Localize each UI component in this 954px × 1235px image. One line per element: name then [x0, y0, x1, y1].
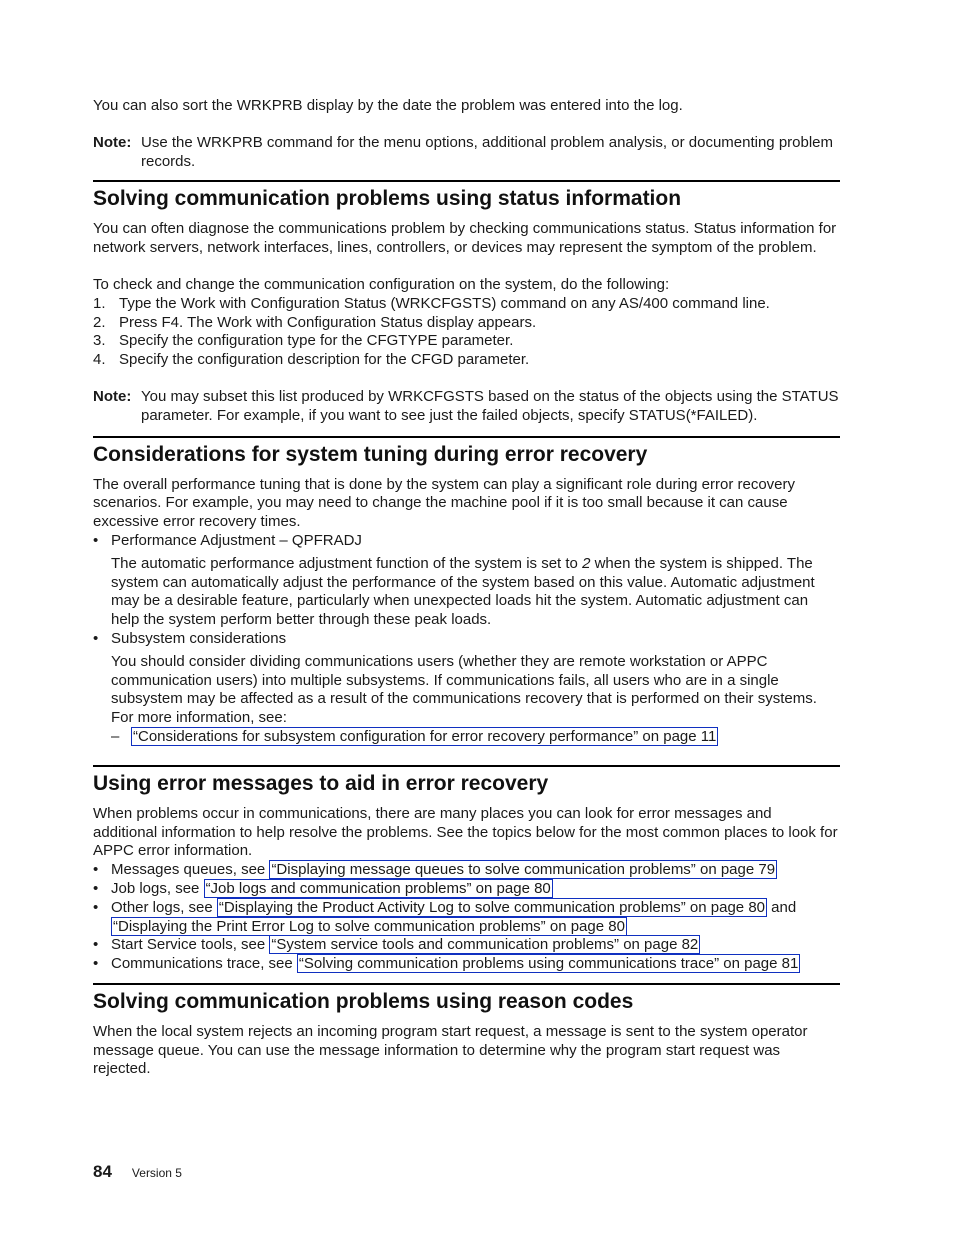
list-item: • Communications trace, see “Solving communication problems using communications trace” on page 81	[93, 955, 799, 973]
link-print-error-log[interactable]: “Displaying the Print Error Log to solve communication problems” on page 80	[113, 917, 625, 935]
link-service-tools[interactable]: “System service tools and communication problems” on page 82	[271, 936, 699, 954]
tuning-paragraph: The overall performance tuning that is done by the system can play a significant role during error recovery scenarios. For example, you may need to change the machine pool if it is too small because it can cause excessive error recovery times.	[93, 475, 796, 531]
version-label: Version 5	[131, 1166, 182, 1180]
page-footer	[93, 1162, 182, 1182]
intro-paragraph: You can also sort the WRKPRB display by the date the problem was entered into the log.	[93, 97, 683, 114]
link-product-activity-log[interactable]: “Displaying the Product Activity Log to solve communication problems” on page 80	[218, 898, 766, 916]
bullet-icon: •	[93, 861, 99, 879]
error-messages-list	[93, 861, 840, 974]
note-wrkcfgsts	[93, 388, 840, 426]
status-steps-list	[93, 295, 840, 370]
bullet-icon: •	[93, 898, 99, 916]
section-title-status: Solving communication problems using status information	[93, 187, 682, 211]
section-title-tuning: Considerations for system tuning during error recovery	[93, 442, 648, 466]
list-item: – “Considerations for subsystem configuration for error recovery performance” on page 11	[111, 727, 717, 745]
page-body	[93, 97, 840, 1079]
list-item: 3. Specify the configuration type for the CFGTYPE parameter.	[93, 332, 514, 350]
error-messages-paragraph: When problems occur in communications, there are many places you can look for error messages and additional information to help resolve the problems. See the topics below for the most common places to look for APPC error information.	[93, 804, 838, 860]
section-rule	[93, 983, 840, 985]
status-paragraph-1: You can often diagnose the communications problem by checking communications status. Status information for network servers, network interfaces, lines, controllers, or devices may represent the symptom of the problem.	[93, 220, 837, 257]
tuning-bullet-list	[93, 532, 840, 747]
section-rule	[93, 180, 840, 182]
status-paragraph-2: To check and change the communication configuration on the system, do the following:	[93, 275, 670, 293]
list-item: • Job logs, see “Job logs and communication problems” on page 80	[93, 879, 551, 897]
list-item: 2. Press F4. The Work with Configuration Status display appears.	[93, 313, 537, 331]
page-number: 84	[93, 1162, 112, 1181]
list-item: 1. Type the Work with Configuration Status (WRKCFGSTS) command on any AS/400 command line.	[93, 294, 770, 312]
section-title-error-messages: Using error messages to aid in error recovery	[93, 771, 549, 795]
bullet-icon: •	[93, 955, 99, 973]
bullet-icon: •	[93, 936, 99, 954]
bullet-icon: •	[93, 879, 99, 897]
list-item: • Subsystem considerations You should consider dividing communications users (whether they are remote workstation or APPC communication users) into multiple subsystems. If communications fails, all users who are in a single subsystem may be affected as a result of the communications recovery that is performed on their systems. For more information, see: – “Considerations for subsystem configuration for error recovery performance” on page 11	[93, 630, 840, 747]
list-item: • Messages queues, see “Displaying message queues to solve communication problems” on page 79	[93, 861, 776, 879]
bullet-icon: •	[93, 629, 99, 647]
list-item: 4. Specify the configuration description for the CFGD parameter.	[93, 351, 530, 369]
note-wrkprb	[93, 134, 840, 172]
list-item: • Start Service tools, see “System service tools and communication problems” on page 82	[93, 936, 699, 954]
link-job-logs[interactable]: “Job logs and communication problems” on page 80	[205, 879, 551, 897]
link-communications-trace[interactable]: “Solving communication problems using communications trace” on page 81	[298, 955, 799, 973]
note-label: Note:	[93, 387, 132, 405]
subsystem-text: You should consider dividing communications users (whether they are remote workstation or APPC communication users) into multiple subsystems. If communications fails, all users who are in a single subsystem may be affected as a result of the communications recovery that is performed on their systems. For more information, see:	[111, 652, 817, 727]
list-item: • Performance Adjustment – QPFRADJ The automatic performance adjustment function of the system is set to 2 when the system is shipped. The system can automatically adjust the performance of the system based on this value. Automatic adjustment may be a desirable feature, particularly when unexpected loads hit the system. Automatic adjustment can help the system perform better through these peak loads.	[93, 532, 840, 630]
link-message-queues[interactable]: “Displaying message queues to solve communication problems” on page 79	[271, 861, 776, 879]
section-rule	[93, 765, 840, 767]
section-title-reason-codes: Solving communication problems using reason codes	[93, 989, 634, 1013]
note-text: You may subset this list produced by WRKCFGSTS based on the status of the objects using the STATUS parameter. For example, if you want to see just the failed objects, specify STATUS(*FAILED).	[141, 387, 839, 424]
qpfradj-text: The automatic performance adjustment function of the system is set to 2 when the system is shipped. The system can automatically adjust the performance of the system based on this value. Automatic adjustment may be a desirable feature, particularly when unexpected loads hit the system. Automatic adjustment can help the system perform better through these peak loads.	[111, 554, 815, 629]
list-item: • Other logs, see “Displaying the Product Activity Log to solve communication problems” on page 80 and “Displaying the Print Error Log to solve communication problems” on page 80	[93, 898, 797, 935]
reason-codes-paragraph: When the local system rejects an incoming program start request, a message is sent to the system operator message queue. You can use the message information to determine why the program start request was rejected.	[93, 1022, 808, 1078]
section-rule	[93, 436, 840, 438]
bullet-icon: •	[93, 531, 99, 549]
link-subsystem-config[interactable]: “Considerations for subsystem configuration for error recovery performance” on page 11	[133, 727, 717, 745]
note-label: Note:	[93, 133, 132, 151]
note-text: Use the WRKPRB command for the menu options, additional problem analysis, or documenting problem records.	[141, 133, 834, 170]
